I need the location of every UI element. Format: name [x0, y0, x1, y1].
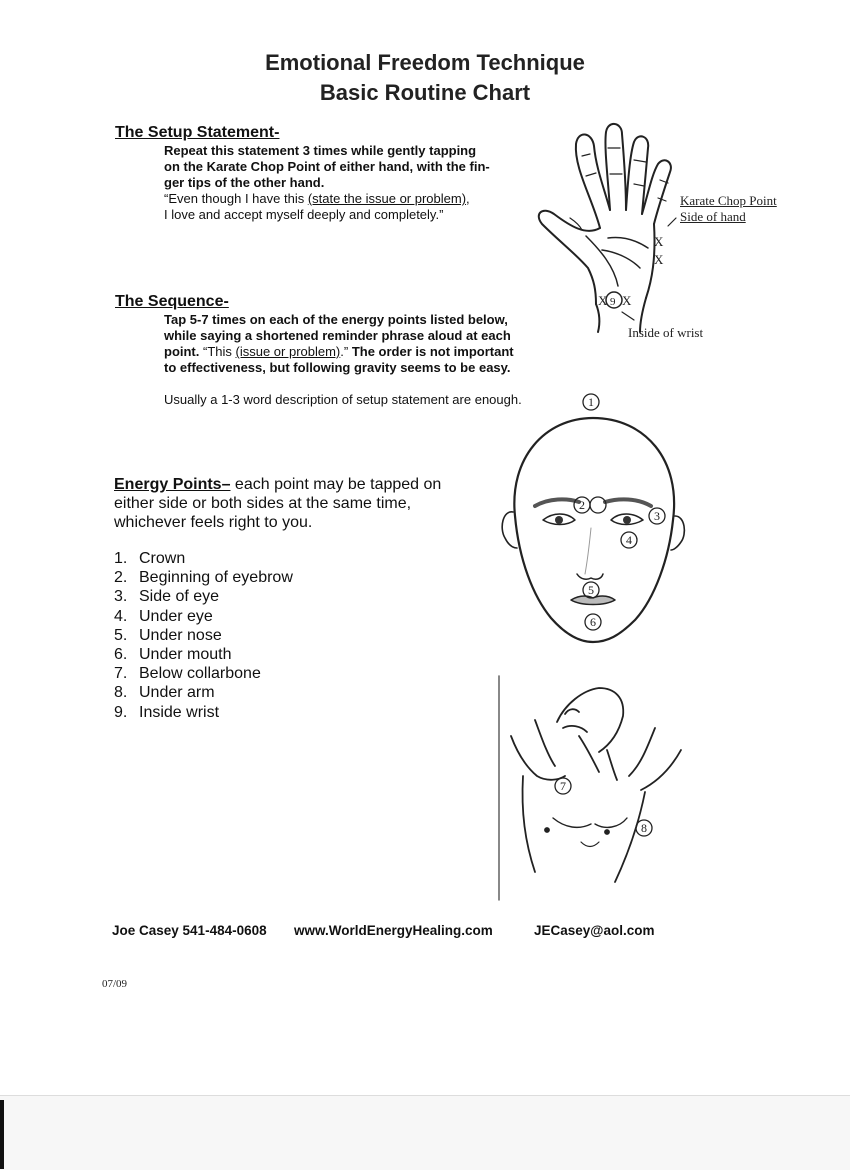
hand-mark-x-2: X [654, 252, 664, 267]
list-label: Under arm [139, 684, 215, 702]
setup-line-1: Repeat this statement 3 times while gently tapping [164, 143, 477, 158]
list-item [114, 549, 293, 568]
list-number: 1. [114, 550, 128, 567]
sequence-line-2: while saying a shortened reminder phrase aloud at each [164, 328, 511, 343]
sequence-line-3-d: The order is not important [351, 344, 514, 359]
setup-line-2: on the Karate Chop Point of either hand, with the fin- [164, 159, 490, 174]
energy-text-1: each point may be tapped on [230, 476, 442, 493]
setup-line-3: ger tips of the other hand. [164, 175, 325, 190]
hand-mark-x-1: X [654, 234, 664, 249]
sequence-line-3-a: point. [164, 344, 203, 359]
footer-website: www.WorldEnergyHealing.com [294, 923, 493, 938]
list-item [114, 703, 293, 722]
sequence-body [164, 312, 564, 376]
body-illustration [495, 672, 695, 902]
title-line-1: Emotional Freedom Technique [265, 50, 585, 75]
list-number: 4. [114, 607, 128, 625]
face-marker-4: 4 [626, 533, 632, 547]
list-item [114, 645, 293, 664]
list-label: Under eye [139, 607, 213, 625]
list-number: 8. [114, 684, 128, 702]
face-marker-6: 6 [590, 615, 596, 629]
list-label: Side of eye [139, 588, 220, 606]
scan-bottom-edge [0, 1095, 850, 1170]
list-label: Under mouth [139, 646, 232, 664]
side-of-hand-label: Side of hand [680, 209, 746, 224]
body-marker-7: 7 [560, 779, 566, 793]
face-illustration [495, 388, 695, 658]
footer-email: JECasey@aol.com [534, 923, 655, 938]
document-date: 07/09 [102, 978, 128, 990]
wrist-marker-9: 9 [610, 296, 616, 308]
sequence-issue-link: (issue or problem) [235, 344, 341, 359]
list-number: 6. [114, 646, 128, 664]
setup-quote-prefix: “Even though I have this [164, 191, 308, 206]
list-number: 5. [114, 626, 128, 644]
wrist-mark-x-right: X [622, 293, 632, 308]
list-number: 9. [114, 703, 128, 721]
sequence-line-4: to effectiveness, but following gravity seems to be easy. [164, 360, 511, 375]
face-marker-3: 3 [654, 509, 660, 523]
sequence-line-3-c: .” [340, 344, 352, 359]
face-marker-1: 1 [588, 395, 594, 409]
setup-quote-line-2: I love and accept myself deeply and completely.” [164, 207, 444, 222]
list-item [114, 683, 293, 702]
sequence-line-1: Tap 5-7 times on each of the energy points listed below, [164, 312, 508, 327]
sequence-line-3-b: “This [203, 344, 236, 359]
hand-illustration [530, 118, 810, 348]
energy-intro [114, 475, 494, 532]
list-number: 2. [114, 569, 128, 587]
sequence-note: Usually a 1-3 word description of setup statement are enough. [164, 392, 522, 407]
title-line-2: Basic Routine Chart [319, 80, 531, 105]
list-item [114, 568, 293, 587]
face-marker-2: 2 [579, 498, 585, 512]
list-label: Beginning of eyebrow [139, 569, 293, 587]
footer-name-phone: Joe Casey 541-484-0608 [112, 923, 267, 938]
list-item [114, 607, 293, 626]
wrist-mark-x-left: X [598, 293, 608, 308]
inside-wrist-label: Inside of wrist [628, 325, 704, 340]
list-number: 7. [114, 665, 128, 683]
scan-edge-mark [0, 1100, 4, 1169]
setup-quote-suffix: , [466, 191, 470, 206]
body-marker-8: 8 [641, 821, 647, 835]
list-item [114, 626, 293, 645]
list-label: Below collarbone [139, 665, 261, 683]
sequence-line-3 [164, 344, 564, 360]
setup-quote-link: (state the issue or problem) [307, 191, 467, 206]
sequence-heading: The Sequence- [115, 293, 229, 310]
setup-body [164, 143, 544, 223]
energy-points-list [114, 549, 293, 722]
setup-quote-line-1 [164, 191, 544, 207]
list-item [114, 587, 293, 606]
list-label: Crown [139, 550, 186, 567]
energy-line-3: whichever feels right to you. [114, 514, 313, 531]
list-number: 3. [114, 588, 128, 606]
energy-line-1 [114, 475, 494, 494]
setup-heading: The Setup Statement- [115, 124, 280, 141]
list-label: Inside wrist [139, 703, 220, 721]
energy-heading: Energy Points– [114, 476, 231, 493]
energy-line-2: either side or both sides at the same time, [114, 495, 412, 512]
face-marker-5: 5 [588, 583, 594, 597]
karate-chop-label: Karate Chop Point [680, 193, 777, 208]
list-label: Under nose [139, 626, 222, 644]
list-item [114, 664, 293, 683]
